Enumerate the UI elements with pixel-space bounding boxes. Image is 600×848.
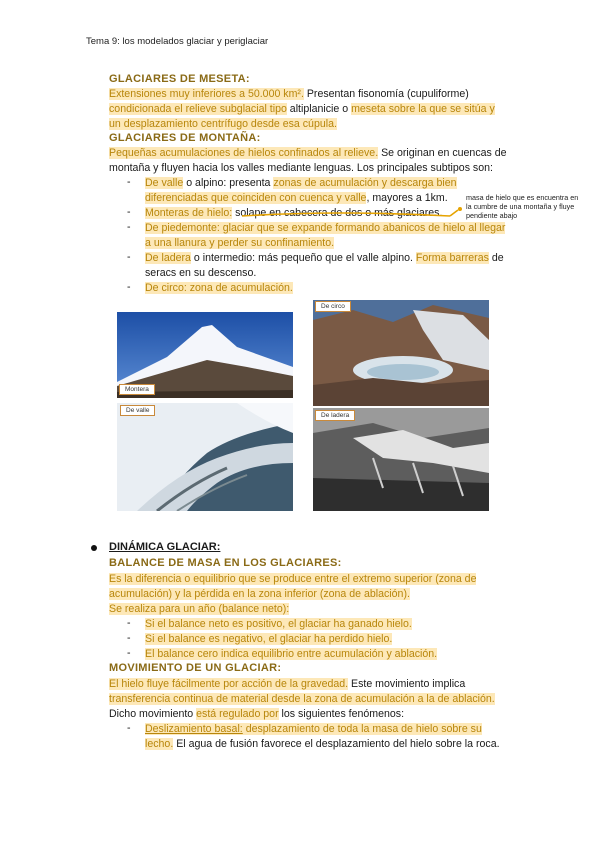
dinamica-title: DINÁMICA GLACIAR: <box>109 541 221 553</box>
photo-ladera <box>313 408 489 511</box>
dash: - <box>127 221 131 233</box>
page-header: Tema 9: los modelados glaciar y periglaciar <box>86 36 269 47</box>
meseta-paragraph <box>109 87 529 132</box>
list-item-valle <box>145 176 485 206</box>
mov-highlight-2: transferencia continua de material desde la zona de acumulación a la de ablación. <box>109 693 495 705</box>
balance-paragraph <box>109 572 529 617</box>
deslizamiento-term: Deslizamiento basal: <box>145 723 243 735</box>
balance-line-2: acumulación) y la pérdida en la zona inferior (zona de ablación). <box>109 588 410 600</box>
item-piedemonte-term: De piedemonte: <box>145 222 220 234</box>
meseta-highlight-1: Extensiones muy inferiores a 50.000 km². <box>109 88 304 100</box>
heading-glaciares-meseta: GLACIARES DE MESETA: <box>109 73 250 85</box>
item-ladera-highlight: Forma barreras <box>415 252 489 264</box>
dash: - <box>127 206 131 218</box>
mov-text-3: Dicho movimiento <box>109 708 197 720</box>
item-piedemonte-text-2: a una llanura y perder su confinamiento. <box>145 237 335 249</box>
photo-circo <box>313 300 489 406</box>
mov-text-1: Este movimiento implica <box>348 678 466 690</box>
photo-valle <box>117 403 293 511</box>
dash: - <box>127 281 131 293</box>
list-item-ladera <box>145 251 525 281</box>
item-valle-highlight: zonas de acumulación y descarga bien <box>273 177 457 189</box>
mov-highlight-3: está regulado por <box>196 708 279 720</box>
montana-highlight-1: Pequeñas acumulaciones de hielos confinados al relieve. <box>109 147 379 159</box>
photo-montera <box>117 312 293 398</box>
mov-highlight-1: El hielo fluye fácilmente por acción de la gravedad. <box>109 678 349 690</box>
balance-item-2-text: Si el balance es negativo, el glaciar ha perdido hielo. <box>145 633 393 645</box>
item-monteras-term: Monteras de hielo: <box>145 207 233 219</box>
tag-valle: De valle <box>120 405 155 416</box>
list-item-piedemonte <box>145 221 525 251</box>
montana-text-1: Se originan en cuencas de <box>378 147 507 159</box>
heading-dinamica <box>109 541 220 553</box>
note-arrow <box>240 204 470 224</box>
dash: - <box>127 647 131 659</box>
ladera-image <box>313 408 489 511</box>
item-ladera-text-2: de <box>488 252 504 264</box>
valle-image <box>117 403 293 511</box>
heading-glaciares-montana: GLACIARES DE MONTAÑA: <box>109 132 261 144</box>
meseta-highlight-4: un desplazamiento centrífugo desde esa cúpula. <box>109 118 337 130</box>
dash: - <box>127 722 131 734</box>
deslizamiento-text-2: El agua de fusión favorece el desplazamiento del hielo sobre la roca. <box>173 738 500 750</box>
balance-item-1 <box>145 617 505 632</box>
deslizamiento-text: desplazamiento de toda la masa de hielo sobre su <box>242 723 482 735</box>
item-piedemonte-text: glaciar que se expande formando abanicos de hielo al llegar <box>219 222 506 234</box>
item-ladera-term: De ladera <box>145 252 191 264</box>
balance-item-3-text: El balance cero indica equilibrio entre acumulación y ablación. <box>145 648 438 660</box>
balance-line-3: Se realiza para un año (balance neto): <box>109 603 290 615</box>
dash: - <box>127 617 131 629</box>
item-monteras-text: solape en cabecera de dos o más glaciares. <box>232 207 443 219</box>
heading-movimiento: MOVIMIENTO DE UN GLACIAR: <box>109 662 282 674</box>
balance-item-1-text: Si el balance neto es positivo, el glaciar ha ganado hielo. <box>145 618 412 630</box>
meseta-highlight-2: condicionada el relieve subglacial tipo <box>109 103 287 115</box>
dash: - <box>127 251 131 263</box>
item-valle-term: De valle <box>145 177 184 189</box>
item-valle-text-2: , mayores a 1km. <box>366 192 448 204</box>
dash: - <box>127 176 131 188</box>
mov-text-4: los siguientes fenómenos: <box>278 708 405 720</box>
deslizamiento-item <box>145 722 525 752</box>
movimiento-paragraph <box>109 677 539 722</box>
list-item-circo <box>145 281 505 296</box>
balance-item-3 <box>145 647 505 662</box>
item-valle-text: o alpino: presenta <box>183 177 274 189</box>
item-circo-text: zona de acumulación. <box>186 282 293 294</box>
circo-image <box>313 300 489 406</box>
meseta-text-1: Presentan fisonomía (cupuliforme) <box>303 88 469 100</box>
meseta-highlight-3: meseta sobre la que se sitúa y <box>351 103 495 115</box>
bullet-icon <box>91 545 97 551</box>
item-ladera-text: o intermedio: más pequeño que el valle alpino. <box>190 252 416 264</box>
tag-ladera: De ladera <box>315 410 355 421</box>
item-circo-term: De circo: <box>145 282 187 294</box>
montana-paragraph <box>109 146 539 176</box>
heading-balance: BALANCE DE MASA EN LOS GLACIARES: <box>109 557 342 569</box>
deslizamiento-lecho: lecho. <box>145 738 174 750</box>
item-valle-highlight-2: diferenciadas que coinciden con cuenca y valle <box>145 192 367 204</box>
montana-text-2: montaña y fluyen hacia los valles mediante lenguas. Los principales subtipos son: <box>109 162 493 174</box>
dash: - <box>127 632 131 644</box>
balance-line-1: Es la diferencia o equilibrio que se produce entre el extremo superior (zona de <box>109 573 477 585</box>
balance-item-2 <box>145 632 505 647</box>
tag-circo: De circo <box>315 301 351 312</box>
item-ladera-seracs: seracs en su descenso. <box>145 267 257 279</box>
meseta-text-2: altiplanicie o <box>286 103 352 115</box>
tag-montera: Montera <box>119 384 155 395</box>
margin-note: masa de hielo que es encuentra en la cumbre de una montaña y fluye pendiente abajo <box>466 193 579 220</box>
